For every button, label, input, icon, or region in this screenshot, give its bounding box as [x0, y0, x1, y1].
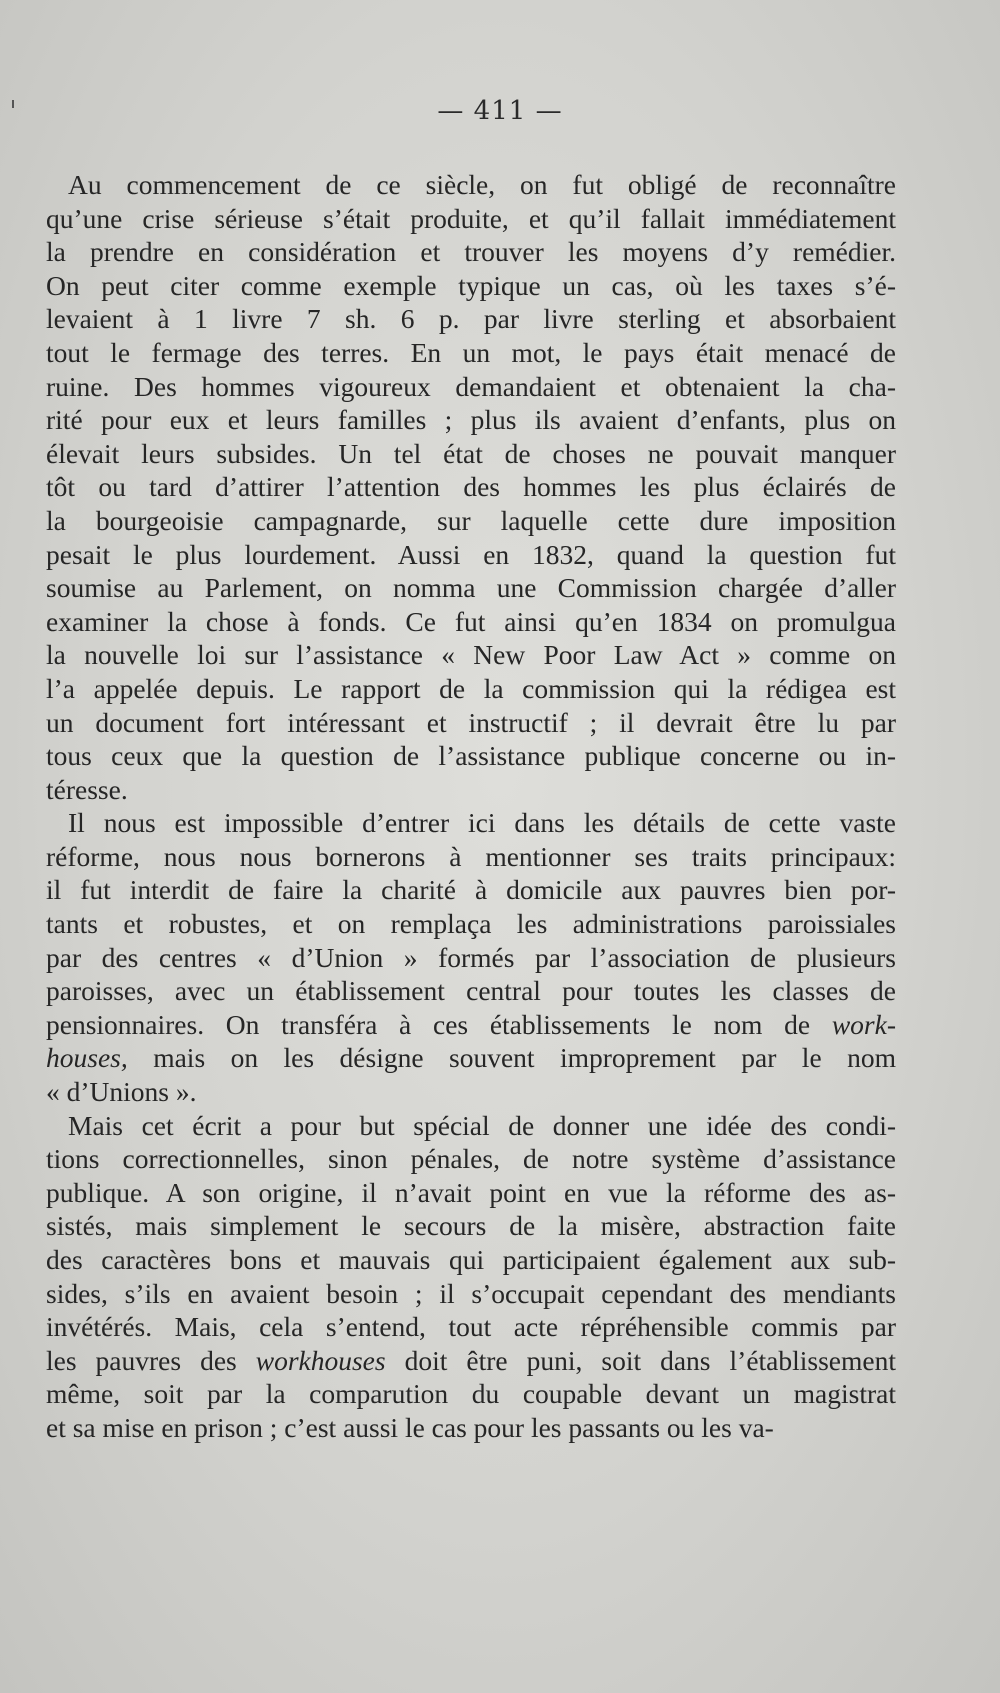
- text-line: invétérés. Mais, cela s’entend, tout acte répréhensible commis par: [46, 1311, 896, 1343]
- text-line: la prendre en considération et trouver les moyens d’y remédier.: [46, 236, 896, 268]
- text-line: réforme, nous nous bornerons à mentionner ses traits principaux:: [46, 840, 896, 872]
- text-line: élevait leurs subsides. Un tel état de choses ne pouvait manquer: [46, 437, 896, 469]
- text-line: soumise au Parlement, on nomma une Commission chargée d’aller: [46, 572, 896, 604]
- text-line: il fut interdit de faire la charité à domicile aux pauvres bien por-: [46, 874, 896, 906]
- text-line: tôt ou tard d’attirer l’attention des hommes les plus éclairés de: [46, 471, 896, 503]
- text-line: la nouvelle loi sur l’assistance « New Poor Law Act » comme on: [46, 639, 896, 671]
- text-line: ruine. Des hommes vigoureux demandaient et obtenaient la cha-: [46, 370, 896, 402]
- text-line: les pauvres des workhouses doit être puni, soit dans l’établissement: [46, 1344, 896, 1376]
- text-line: rité pour eux et leurs familles ; plus ils avaient d’enfants, plus on: [46, 404, 896, 436]
- paragraph: [46, 1109, 896, 1445]
- body-text: [46, 168, 896, 1445]
- text-line: « d’Unions ».: [46, 1076, 197, 1108]
- text-line: houses, mais on les désigne souvent improprement par le nom: [46, 1042, 896, 1074]
- text-line: des caractères bons et mauvais qui participaient également aux sub-: [46, 1244, 896, 1275]
- text-line: pesait le plus lourdement. Aussi en 1832, quand la question fut: [46, 538, 896, 570]
- text-line: paroisses, avec un établissement central pour toutes les classes de: [46, 975, 896, 1007]
- text-line: examiner la chose à fonds. Ce fut ainsi qu’en 1834 on promulgua: [46, 605, 896, 637]
- text-line: par des centres « d’Union » formés par l’association de plusieurs: [46, 941, 896, 973]
- text-line: tants et robustes, et on remplaça les administrations paroissiales: [46, 908, 896, 940]
- text-line: sistés, mais simplement le secours de la misère, abstraction faite: [46, 1210, 896, 1242]
- text-line: Au commencement de ce siècle, on fut obligé de reconnaître: [68, 169, 896, 200]
- text-line: Mais cet écrit a pour but spécial de donner une idée des condi-: [68, 1109, 896, 1141]
- text-line: levaient à 1 livre 7 sh. 6 p. par livre sterling et absorbaient: [46, 303, 896, 335]
- text-line: pensionnaires. On transféra à ces établissements le nom de work-: [46, 1008, 896, 1040]
- text-line: un document fort intéressant et instructif ; il devrait être lu par: [46, 706, 896, 738]
- text-line: qu’une crise sérieuse s’était produite, et qu’il fallait immédiatement: [46, 202, 896, 234]
- text-line: même, soit par la comparution du coupable devant un magistrat: [46, 1378, 896, 1410]
- text-line: tout le fermage des terres. En un mot, le pays était menacé de: [46, 336, 896, 368]
- text-line: la bourgeoisie campagnarde, sur laquelle cette dure imposition: [46, 504, 896, 536]
- paragraph: [46, 168, 896, 806]
- text-line: tions correctionnelles, sinon pénales, de notre système d’assistance: [46, 1143, 896, 1175]
- text-line: On peut citer comme exemple typique un cas, où les taxes s’é-: [46, 269, 896, 301]
- text-line: publique. A son origine, il n’avait point en vue la réforme des as-: [46, 1176, 896, 1208]
- text-line: téresse.: [46, 773, 128, 805]
- text-line: et sa mise en prison ; c’est aussi le cas pour les passants ou les va-: [46, 1411, 774, 1443]
- paragraph: [46, 806, 896, 1108]
- page-number: — 411 —: [437, 96, 563, 126]
- text-line: l’a appelée depuis. Le rapport de la commission qui la rédigea est: [46, 672, 896, 704]
- text-line: sides, s’ils en avaient besoin ; il s’occupait cependant des mendiants: [46, 1277, 896, 1309]
- text-line: Il nous est impossible d’entrer ici dans les détails de cette vaste: [68, 807, 896, 839]
- text-line: tous ceux que la question de l’assistance publique concerne ou in-: [46, 740, 896, 772]
